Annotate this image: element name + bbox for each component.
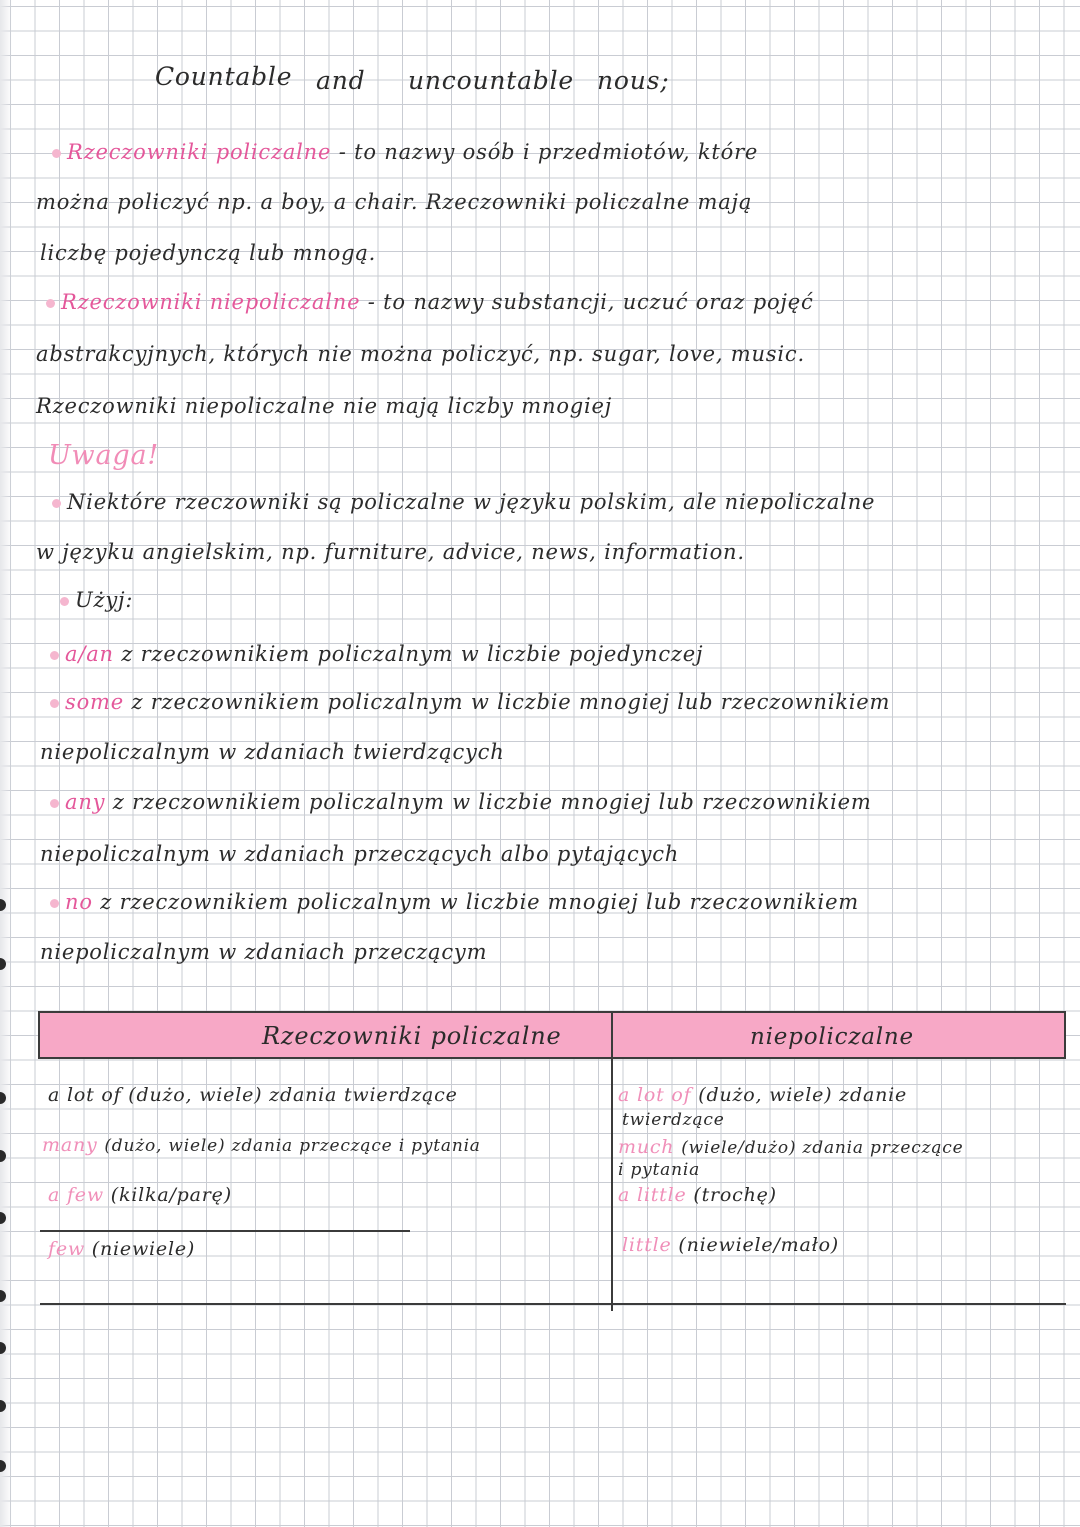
rule-line (50, 690, 890, 714)
rule-term: no (65, 890, 93, 914)
rule-text: z rzeczownikiem policzalnym w liczbie mnogiej lub rzeczownikiem (112, 790, 872, 814)
definition-text: Rzeczowniki niepoliczalne nie mają liczby mnogiej (36, 394, 613, 418)
table-term: many (42, 1134, 98, 1156)
table-cell-uncountable (618, 1184, 777, 1206)
table-text: (trochę) (693, 1184, 777, 1206)
uzyj-line (60, 588, 133, 612)
bullet-icon (50, 699, 59, 708)
table-term: a lot of (48, 1084, 122, 1106)
rule-text: niepoliczalnym w zdaniach twierdzących (40, 740, 505, 764)
table-rule (40, 1230, 410, 1232)
table-column-divider (611, 1011, 613, 1311)
rule-term: some (65, 690, 124, 714)
table-term: few (48, 1238, 85, 1260)
table-term: a little (618, 1184, 687, 1206)
rule-line (50, 890, 859, 914)
definition-countable-line (52, 140, 758, 164)
term-countable: Rzeczowniki policzalne (67, 140, 332, 164)
bullet-icon (50, 899, 59, 908)
table-term: a few (48, 1184, 104, 1206)
uwaga-text: Niektóre rzeczowniki są policzalne w języku polskim, ale niepoliczalne (67, 490, 876, 514)
bullet-icon (50, 651, 59, 660)
bullet-icon (60, 597, 69, 606)
rule-term: any (65, 790, 106, 814)
table-header-uncountable: niepoliczalne (750, 1024, 914, 1050)
rule-text: z rzeczownikiem policzalnym w liczbie mnogiej lub rzeczownikiem (100, 890, 860, 914)
table-header-countable: Rzeczowniki policzalne (262, 1022, 562, 1050)
table-term: a lot of (618, 1084, 692, 1106)
table-bottom-rule (40, 1303, 1066, 1305)
table-text: (wiele/dużo) zdania przeczące (681, 1138, 964, 1158)
table-text: (niewiele) (91, 1238, 196, 1260)
table-cell-countable (48, 1184, 232, 1206)
uwaga-line (52, 490, 875, 514)
definition-text: liczbę pojedynczą lub mnogą. (40, 241, 377, 265)
rule-line (50, 790, 872, 814)
definition-text: abstrakcyjnych, których nie można policzyć, np. sugar, love, music. (36, 342, 805, 366)
table-cell-uncountable (622, 1234, 839, 1256)
rule-term: a/an (65, 642, 114, 666)
table-text: (niewiele/mało) (678, 1234, 840, 1256)
uzyj-label: Użyj: (75, 588, 134, 612)
title-word: uncountable (408, 66, 575, 95)
rule-text: z rzeczownikiem policzalnym w liczbie pojedynczej (121, 642, 704, 666)
bullet-icon (46, 299, 55, 308)
table-term: much (618, 1136, 675, 1158)
table-cell-countable (48, 1238, 195, 1260)
definition-text: - to nazwy substancji, uczuć oraz pojęć (367, 290, 814, 314)
table-text: (dużo, wiele) zdania twierdzące (128, 1084, 458, 1106)
table-term: little (622, 1234, 672, 1256)
definition-text: można policzyć np. a boy, a chair. Rzeczowniki policzalne mają (36, 190, 753, 214)
title-word: and (316, 66, 366, 95)
table-text: i pytania (618, 1160, 701, 1180)
bullet-icon (52, 499, 61, 508)
definition-uncountable-line (46, 290, 814, 314)
bullet-icon (52, 149, 61, 158)
title-word: Countable (155, 62, 293, 91)
rule-text: niepoliczalnym w zdaniach przeczącym (40, 940, 488, 964)
rule-text: z rzeczownikiem policzalnym w liczbie mnogiej lub rzeczownikiem (131, 690, 891, 714)
title-word: nous; (597, 66, 670, 95)
table-cell-uncountable (618, 1084, 907, 1106)
term-uncountable: Rzeczowniki niepoliczalne (61, 290, 361, 314)
rule-line (50, 642, 703, 666)
table-text: twierdzące (622, 1110, 725, 1130)
bullet-icon (50, 799, 59, 808)
table-cell-countable (48, 1084, 458, 1106)
table-cell-countable (42, 1134, 481, 1156)
table-text: (dużo, wiele) zdania przeczące i pytania (104, 1136, 481, 1156)
uwaga-text: w języku angielskim, np. furniture, advice, news, information. (36, 540, 745, 564)
definition-text: - to nazwy osób i przedmiotów, które (338, 140, 759, 164)
rule-text: niepoliczalnym w zdaniach przeczących albo pytających (40, 842, 680, 866)
table-cell-uncountable (618, 1136, 963, 1158)
table-text: (kilka/parę) (110, 1184, 232, 1206)
uwaga-heading: Uwaga! (48, 440, 159, 471)
table-text: (dużo, wiele) zdanie (698, 1084, 908, 1106)
